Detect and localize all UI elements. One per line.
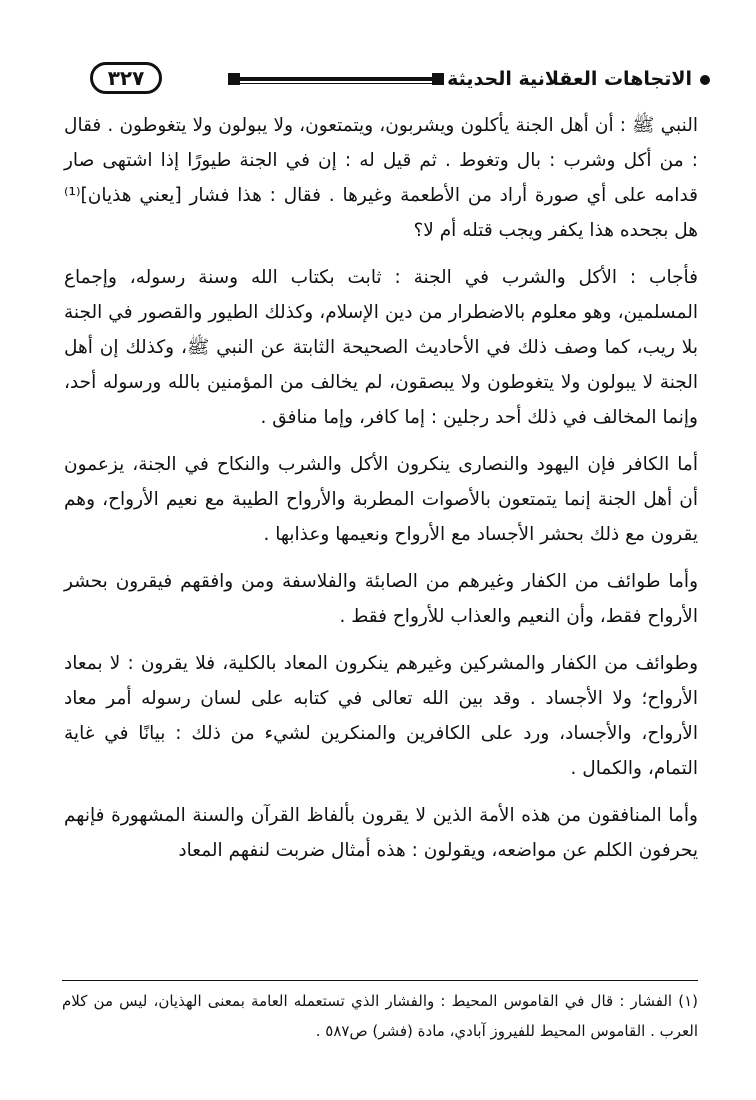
footnote: (١) الفشار : قال في القاموس المحيط : والفشار الذي تستعمله العامة بمعنى الهذيان، ليس من كلام العرب . القاموس المحيط للفيروز آبادي، مادة (فشر) ص٥٨٧ . (62, 992, 698, 1040)
header-rule (240, 77, 432, 81)
footnote-divider (62, 980, 698, 981)
header-rule-thin (240, 83, 432, 84)
paragraph-1: النبي ﷺ : أن أهل الجنة يأكلون ويشربون، ويتمتعون، ولا يبولون ولا يتغوطون . فقال : من أكل وشرب : بال وتغوط . ثم قيل له : إن في الجنة طيورًا إذا اشتهى صار قدامه على أي صورة أراد من الأطعمة وغيرها . فقال : هذا فشار [يعني هذيان]⁽¹⁾ هل بجحده هذا يكفر ويجب قتله أم لا؟ (64, 115, 698, 241)
paragraph-6: وأما المنافقون من هذه الأمة الذين لا يقرون بألفاظ القرآن والسنة المشهورة فإنهم يحرفون الكلم عن مواضعه، ويقولون : هذه أمثال ضربت لنفهم المعاد (64, 805, 698, 861)
header-rule-square-icon (432, 73, 444, 85)
paragraph-4: وأما طوائف من الكفار وغيرهم من الصابئة والفلاسفة ومن وافقهم فيقرون بحشر الأرواح فقط، وأن النعيم والعذاب للأرواح فقط . (64, 571, 698, 627)
paragraph-2: فأجاب : الأكل والشرب في الجنة : ثابت بكتاب الله وسنة رسوله، وإجماع المسلمين، وهو معلوم بالاضطرار من دين الإسلام، وكذلك الطيور والقصور في الجنة بلا ريب، كما وصف ذلك في الأحاديث الصحيحة الثابتة عن النبي ﷺ، وكذلك إن أهل الجنة لا يبولون ولا يتغوطون ولا يبصقون، لم يخالف من المؤمنين بالله ورسوله أحد، وإنما المخالف في ذلك أحد رجلين : إما كافر، وإما منافق . (64, 267, 698, 428)
bullet-icon (700, 75, 710, 85)
paragraph-3: أما الكافر فإن اليهود والنصارى ينكرون الأكل والشرب والنكاح في الجنة، يزعمون أن أهل الجنة إنما يتمتعون بالأصوات المطربة والأرواح الطيبة مع نعيم الأرواح، وهم يقرون مع ذلك بحشر الأجساد مع الأرواح ونعيمها وعذابها . (64, 454, 698, 545)
header-rule-square-icon (228, 73, 240, 85)
page-number: ٣٢٧ (90, 62, 162, 94)
running-title: الاتجاهات العقلانية الحديثة (447, 68, 692, 90)
paragraph-5: وطوائف من الكفار والمشركين وغيرهم ينكرون المعاد بالكلية، فلا يقرون : لا بمعاد الأرواح؛ ولا الأجساد . وقد بين الله تعالى في كتابه على لسان رسوله أمر معاد الأرواح، والأجساد، ورد على الكافرين والمنكرين لشيء من ذلك : بيانًا في غاية التمام، والكمال . (64, 653, 698, 779)
main-text (64, 108, 698, 880)
page-header (90, 62, 710, 98)
